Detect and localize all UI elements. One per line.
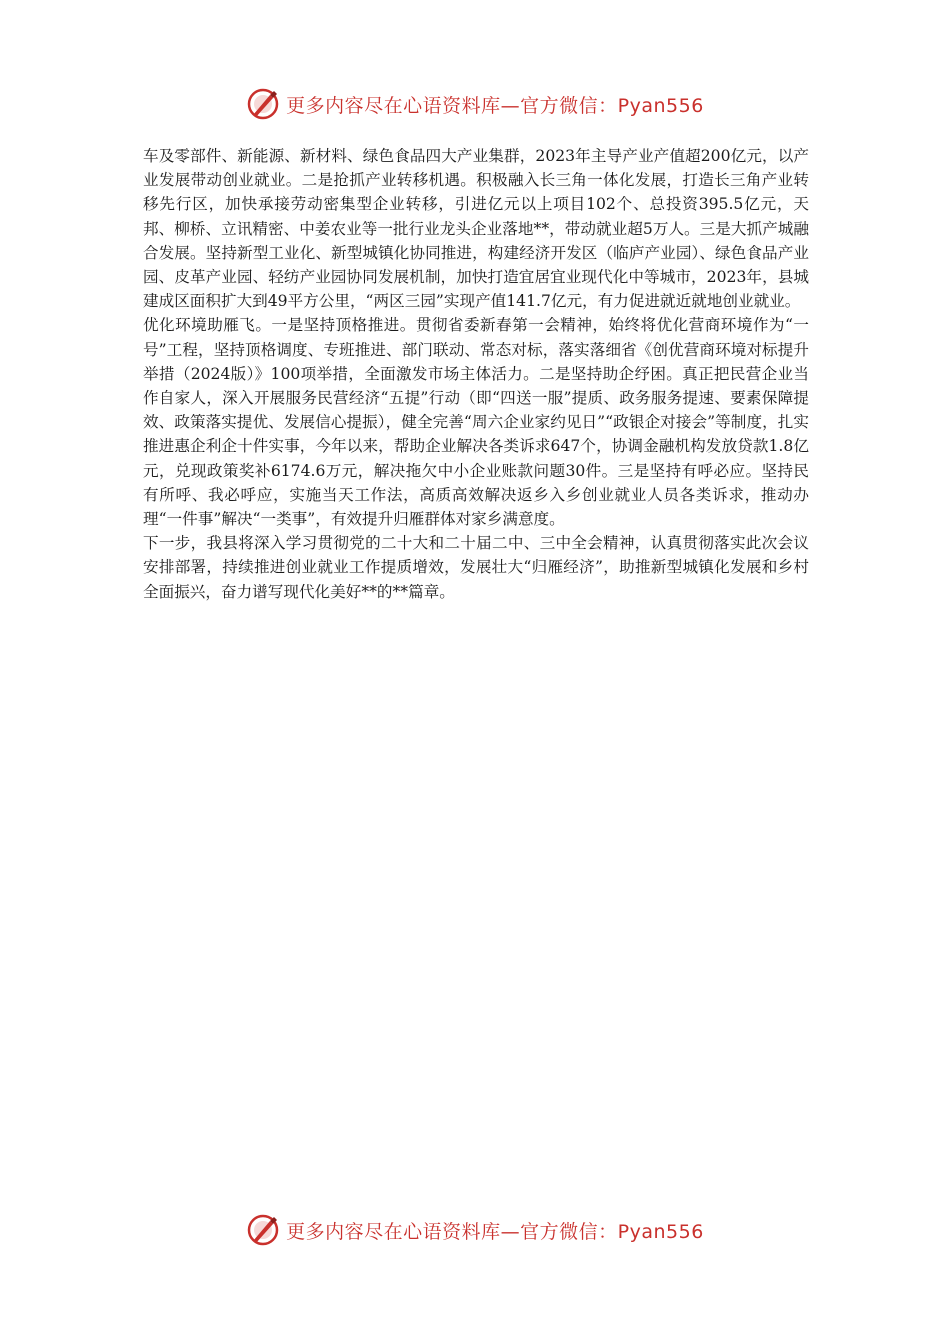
header-banner [0, 84, 950, 124]
paragraph-industry: 车及零部件、新能源、新材料、绿色食品四大产业集群，2023年主导产业产值超200亿元，以产业发展带动创业就业。二是抢抓产业转移机遇。积极融入长三角一体化发展，打造长三角产业转移先行区，加快承接劳动密集型企业转移，引进亿元以上项目102个、总投资395.5亿元，天邦、柳桥、立讯精密、中姜农业等一批行业龙头企业落地**，带动就业超5万人。三是大抓产城融合发展。坚持新型工业化、新型城镇化协同推进，构建经济开发区（临庐产业园）、绿色食品产业园、皮革产业园、轻纺产业园协同发展机制，加快打造宜居宜业现代化中等城市，2023年，县城建成区面积扩大到49平方公里，“两区三园”实现产值141.7亿元，有力促进就近就地创业就业。 [143, 147, 809, 311]
paragraph-next-step: 下一步，我县将深入学习贯彻党的二十大和二十届二中、三中全会精神，认真贯彻落实此次会议安排部署，持续推进创业就业工作提质增效，发展壮大“归雁经济”，助推新型城镇化发展和乡村全面振兴，奋力谱写现代化美好**的**篇章。 [143, 534, 809, 601]
header-banner-text: 更多内容尽在心语资料库—官方微信：Pyan556 [286, 94, 704, 117]
paragraph-environment: 优化环境助雁飞。一是坚持顶格推进。贯彻省委新春第一会精神，始终将优化营商环境作为“一号”工程，坚持顶格调度、专班推进、部门联动、常态对标，落实落细省《创优营商环境对标提升举措（2024版）》100项举措，全面激发市场主体活力。二是坚持助企纾困。真正把民营企业当作自家人，深入开展服务民营经济“五提”行动（即“四送一服”提质、政务服务提速、要素保障提效、政策落实提优、发展信心提振），健全完善“周六企业家约见日”“政银企对接会”等制度，扎实推进惠企利企十件实事，今年以来，帮助企业解决各类诉求647个，协调金融机构发放贷款1.8亿元，兑现政策奖补6174.6万元，解决拖欠中小企业账款问题30件。三是坚持有呼必应。坚持民有所呼、我必呼应，实施当天工作法，高质高效解决返乡入乡创业就业人员各类诉求，推动办理“一件事”解决“一类事”，有效提升归雁群体对家乡满意度。 [143, 316, 809, 529]
document-body [143, 144, 809, 604]
pen-logo-icon [246, 87, 280, 121]
footer-banner [0, 1210, 950, 1250]
pen-logo-icon [246, 1213, 280, 1247]
footer-banner-text: 更多内容尽在心语资料库—官方微信：Pyan556 [286, 1220, 704, 1243]
